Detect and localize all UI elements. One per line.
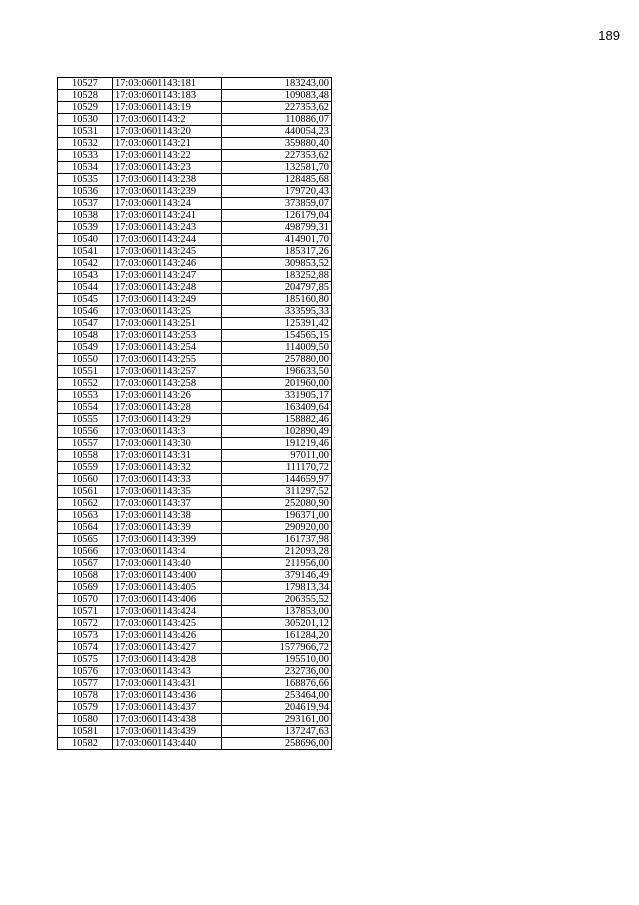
- cadastral-number-cell: 17:03:0601143:39: [113, 522, 222, 534]
- value-cell: 195510,00: [222, 654, 332, 666]
- cadastral-number-cell: 17:03:0601143:253: [113, 330, 222, 342]
- table-row: [58, 150, 332, 162]
- row-number-cell: 10579: [58, 702, 113, 714]
- table-row: [58, 546, 332, 558]
- row-number-cell: 10545: [58, 294, 113, 306]
- cadastral-number-cell: 17:03:0601143:440: [113, 738, 222, 750]
- table-row: [58, 486, 332, 498]
- row-number-cell: 10561: [58, 486, 113, 498]
- cadastral-number-cell: 17:03:0601143:25: [113, 306, 222, 318]
- cadastral-number-cell: 17:03:0601143:427: [113, 642, 222, 654]
- value-cell: 257880,00: [222, 354, 332, 366]
- table-row: [58, 330, 332, 342]
- value-cell: 212093,28: [222, 546, 332, 558]
- row-number-cell: 10559: [58, 462, 113, 474]
- table-row: [58, 522, 332, 534]
- value-cell: 414901,70: [222, 234, 332, 246]
- row-number-cell: 10562: [58, 498, 113, 510]
- cadastral-number-cell: 17:03:0601143:35: [113, 486, 222, 498]
- cadastral-number-cell: 17:03:0601143:399: [113, 534, 222, 546]
- value-cell: 179720,43: [222, 186, 332, 198]
- row-number-cell: 10549: [58, 342, 113, 354]
- table-row: [58, 450, 332, 462]
- cadastral-number-cell: 17:03:0601143:32: [113, 462, 222, 474]
- cadastral-number-cell: 17:03:0601143:431: [113, 678, 222, 690]
- cadastral-number-cell: 17:03:0601143:40: [113, 558, 222, 570]
- value-cell: 333595,33: [222, 306, 332, 318]
- row-number-cell: 10542: [58, 258, 113, 270]
- row-number-cell: 10575: [58, 654, 113, 666]
- row-number-cell: 10557: [58, 438, 113, 450]
- row-number-cell: 10539: [58, 222, 113, 234]
- value-cell: 179813,34: [222, 582, 332, 594]
- table-row: [58, 222, 332, 234]
- value-cell: 206355,52: [222, 594, 332, 606]
- value-cell: 204619,94: [222, 702, 332, 714]
- row-number-cell: 10535: [58, 174, 113, 186]
- cadastral-number-cell: 17:03:0601143:405: [113, 582, 222, 594]
- cadastral-number-cell: 17:03:0601143:400: [113, 570, 222, 582]
- row-number-cell: 10540: [58, 234, 113, 246]
- value-cell: 201960,00: [222, 378, 332, 390]
- table-row: [58, 102, 332, 114]
- value-cell: 158882,46: [222, 414, 332, 426]
- cadastral-number-cell: 17:03:0601143:248: [113, 282, 222, 294]
- table-row: [58, 378, 332, 390]
- table-row: [58, 318, 332, 330]
- cadastral-number-cell: 17:03:0601143:3: [113, 426, 222, 438]
- row-number-cell: 10577: [58, 678, 113, 690]
- table-row: [58, 630, 332, 642]
- table-row: [58, 90, 332, 102]
- cadastral-number-cell: 17:03:0601143:24: [113, 198, 222, 210]
- table-row: [58, 654, 332, 666]
- row-number-cell: 10581: [58, 726, 113, 738]
- row-number-cell: 10546: [58, 306, 113, 318]
- cadastral-number-cell: 17:03:0601143:37: [113, 498, 222, 510]
- value-cell: 252080,90: [222, 498, 332, 510]
- row-number-cell: 10565: [58, 534, 113, 546]
- row-number-cell: 10550: [58, 354, 113, 366]
- value-cell: 111170,72: [222, 462, 332, 474]
- value-cell: 128485,68: [222, 174, 332, 186]
- table-row: [58, 474, 332, 486]
- table-row: [58, 366, 332, 378]
- row-number-cell: 10558: [58, 450, 113, 462]
- row-number-cell: 10567: [58, 558, 113, 570]
- row-number-cell: 10566: [58, 546, 113, 558]
- table-row: [58, 702, 332, 714]
- cadastral-number-cell: 17:03:0601143:245: [113, 246, 222, 258]
- row-number-cell: 10532: [58, 138, 113, 150]
- cadastral-number-cell: 17:03:0601143:30: [113, 438, 222, 450]
- value-cell: 379146,49: [222, 570, 332, 582]
- value-cell: 137853,00: [222, 606, 332, 618]
- value-cell: 191219,46: [222, 438, 332, 450]
- table-row: [58, 402, 332, 414]
- cadastral-number-cell: 17:03:0601143:38: [113, 510, 222, 522]
- row-number-cell: 10580: [58, 714, 113, 726]
- table-row: [58, 354, 332, 366]
- value-cell: 227353,62: [222, 150, 332, 162]
- row-number-cell: 10568: [58, 570, 113, 582]
- value-cell: 290920,00: [222, 522, 332, 534]
- cadastral-number-cell: 17:03:0601143:21: [113, 138, 222, 150]
- value-cell: 114009,50: [222, 342, 332, 354]
- cadastral-number-cell: 17:03:0601143:254: [113, 342, 222, 354]
- table-row: [58, 498, 332, 510]
- table-row: [58, 294, 332, 306]
- row-number-cell: 10528: [58, 90, 113, 102]
- table-row: [58, 414, 332, 426]
- value-cell: 132581,70: [222, 162, 332, 174]
- cadastral-number-cell: 17:03:0601143:19: [113, 102, 222, 114]
- table-row: [58, 462, 332, 474]
- value-cell: 183243,00: [222, 78, 332, 90]
- cadastral-number-cell: 17:03:0601143:181: [113, 78, 222, 90]
- cadastral-number-cell: 17:03:0601143:244: [113, 234, 222, 246]
- cadastral-number-cell: 17:03:0601143:2: [113, 114, 222, 126]
- value-cell: 232736,00: [222, 666, 332, 678]
- value-cell: 109083,48: [222, 90, 332, 102]
- row-number-cell: 10530: [58, 114, 113, 126]
- row-number-cell: 10552: [58, 378, 113, 390]
- value-cell: 331905,17: [222, 390, 332, 402]
- page-number: 189: [598, 28, 620, 43]
- cadastral-number-cell: 17:03:0601143:439: [113, 726, 222, 738]
- row-number-cell: 10554: [58, 402, 113, 414]
- cadastral-number-cell: 17:03:0601143:43: [113, 666, 222, 678]
- table-row: [58, 138, 332, 150]
- cadastral-number-cell: 17:03:0601143:436: [113, 690, 222, 702]
- cadastral-number-cell: 17:03:0601143:183: [113, 90, 222, 102]
- table-body: [58, 78, 332, 750]
- value-cell: 253464,00: [222, 690, 332, 702]
- row-number-cell: 10553: [58, 390, 113, 402]
- table-row: [58, 438, 332, 450]
- value-cell: 359880,40: [222, 138, 332, 150]
- value-cell: 293161,00: [222, 714, 332, 726]
- row-number-cell: 10556: [58, 426, 113, 438]
- value-cell: 161737,98: [222, 534, 332, 546]
- table-row: [58, 642, 332, 654]
- row-number-cell: 10569: [58, 582, 113, 594]
- cadastral-number-cell: 17:03:0601143:4: [113, 546, 222, 558]
- value-cell: 305201,12: [222, 618, 332, 630]
- value-cell: 183252,88: [222, 270, 332, 282]
- value-cell: 373859,07: [222, 198, 332, 210]
- table-row: [58, 558, 332, 570]
- cadastral-number-cell: 17:03:0601143:251: [113, 318, 222, 330]
- row-number-cell: 10541: [58, 246, 113, 258]
- value-cell: 311297,52: [222, 486, 332, 498]
- cadastral-number-cell: 17:03:0601143:426: [113, 630, 222, 642]
- value-cell: 97011,00: [222, 450, 332, 462]
- row-number-cell: 10563: [58, 510, 113, 522]
- table-row: [58, 594, 332, 606]
- table-row: [58, 282, 332, 294]
- value-cell: 211956,00: [222, 558, 332, 570]
- row-number-cell: 10582: [58, 738, 113, 750]
- table-row: [58, 270, 332, 282]
- row-number-cell: 10537: [58, 198, 113, 210]
- table-row: [58, 126, 332, 138]
- value-cell: 1577966,72: [222, 642, 332, 654]
- cadastral-number-cell: 17:03:0601143:26: [113, 390, 222, 402]
- value-cell: 102890,49: [222, 426, 332, 438]
- row-number-cell: 10574: [58, 642, 113, 654]
- row-number-cell: 10534: [58, 162, 113, 174]
- cadastral-number-cell: 17:03:0601143:424: [113, 606, 222, 618]
- table-row: [58, 246, 332, 258]
- cadastral-number-cell: 17:03:0601143:437: [113, 702, 222, 714]
- table-row: [58, 114, 332, 126]
- cadastral-number-cell: 17:03:0601143:246: [113, 258, 222, 270]
- value-cell: 258696,00: [222, 738, 332, 750]
- row-number-cell: 10543: [58, 270, 113, 282]
- table-row: [58, 234, 332, 246]
- cadastral-number-cell: 17:03:0601143:239: [113, 186, 222, 198]
- row-number-cell: 10573: [58, 630, 113, 642]
- row-number-cell: 10544: [58, 282, 113, 294]
- value-cell: 196371,00: [222, 510, 332, 522]
- table-row: [58, 606, 332, 618]
- table-row: [58, 306, 332, 318]
- cadastral-number-cell: 17:03:0601143:428: [113, 654, 222, 666]
- table-row: [58, 726, 332, 738]
- value-cell: 185160,80: [222, 294, 332, 306]
- table-row: [58, 570, 332, 582]
- cadastral-number-cell: 17:03:0601143:33: [113, 474, 222, 486]
- table-row: [58, 342, 332, 354]
- cadastral-number-cell: 17:03:0601143:249: [113, 294, 222, 306]
- cadastral-number-cell: 17:03:0601143:247: [113, 270, 222, 282]
- cadastral-number-cell: 17:03:0601143:257: [113, 366, 222, 378]
- cadastral-number-cell: 17:03:0601143:243: [113, 222, 222, 234]
- table-row: [58, 198, 332, 210]
- cadastral-number-cell: 17:03:0601143:31: [113, 450, 222, 462]
- table-row: [58, 534, 332, 546]
- value-cell: 185317,26: [222, 246, 332, 258]
- table-row: [58, 690, 332, 702]
- cadastral-number-cell: 17:03:0601143:241: [113, 210, 222, 222]
- cadastral-number-cell: 17:03:0601143:438: [113, 714, 222, 726]
- value-cell: 168876,66: [222, 678, 332, 690]
- cadastral-number-cell: 17:03:0601143:255: [113, 354, 222, 366]
- row-number-cell: 10527: [58, 78, 113, 90]
- value-cell: 161284,20: [222, 630, 332, 642]
- row-number-cell: 10551: [58, 366, 113, 378]
- value-cell: 309853,52: [222, 258, 332, 270]
- row-number-cell: 10536: [58, 186, 113, 198]
- table-row: [58, 738, 332, 750]
- value-cell: 110886,07: [222, 114, 332, 126]
- table-row: [58, 258, 332, 270]
- value-cell: 126179,04: [222, 210, 332, 222]
- cadastral-number-cell: 17:03:0601143:425: [113, 618, 222, 630]
- cadastral-number-cell: 17:03:0601143:23: [113, 162, 222, 174]
- value-cell: 144659,97: [222, 474, 332, 486]
- cadastral-number-cell: 17:03:0601143:406: [113, 594, 222, 606]
- value-cell: 227353,62: [222, 102, 332, 114]
- cadastral-value-table: [57, 77, 332, 750]
- cadastral-number-cell: 17:03:0601143:258: [113, 378, 222, 390]
- row-number-cell: 10572: [58, 618, 113, 630]
- cadastral-number-cell: 17:03:0601143:238: [113, 174, 222, 186]
- value-cell: 125391,42: [222, 318, 332, 330]
- cadastral-number-cell: 17:03:0601143:20: [113, 126, 222, 138]
- value-cell: 163409,64: [222, 402, 332, 414]
- cadastral-number-cell: 17:03:0601143:29: [113, 414, 222, 426]
- cadastral-number-cell: 17:03:0601143:22: [113, 150, 222, 162]
- row-number-cell: 10555: [58, 414, 113, 426]
- value-cell: 154565,15: [222, 330, 332, 342]
- table-row: [58, 582, 332, 594]
- cadastral-number-cell: 17:03:0601143:28: [113, 402, 222, 414]
- table-row: [58, 714, 332, 726]
- row-number-cell: 10571: [58, 606, 113, 618]
- row-number-cell: 10548: [58, 330, 113, 342]
- table-row: [58, 162, 332, 174]
- value-cell: 137247,63: [222, 726, 332, 738]
- table-row: [58, 666, 332, 678]
- row-number-cell: 10538: [58, 210, 113, 222]
- table-row: [58, 618, 332, 630]
- table-row: [58, 390, 332, 402]
- row-number-cell: 10578: [58, 690, 113, 702]
- row-number-cell: 10531: [58, 126, 113, 138]
- row-number-cell: 10560: [58, 474, 113, 486]
- row-number-cell: 10529: [58, 102, 113, 114]
- value-cell: 440054,23: [222, 126, 332, 138]
- table-row: [58, 426, 332, 438]
- row-number-cell: 10564: [58, 522, 113, 534]
- value-cell: 498799,31: [222, 222, 332, 234]
- table-row: [58, 510, 332, 522]
- row-number-cell: 10533: [58, 150, 113, 162]
- row-number-cell: 10570: [58, 594, 113, 606]
- row-number-cell: 10547: [58, 318, 113, 330]
- table-row: [58, 210, 332, 222]
- table-row: [58, 174, 332, 186]
- table-row: [58, 678, 332, 690]
- table-row: [58, 186, 332, 198]
- table-row: [58, 78, 332, 90]
- row-number-cell: 10576: [58, 666, 113, 678]
- value-cell: 204797,85: [222, 282, 332, 294]
- value-cell: 196633,50: [222, 366, 332, 378]
